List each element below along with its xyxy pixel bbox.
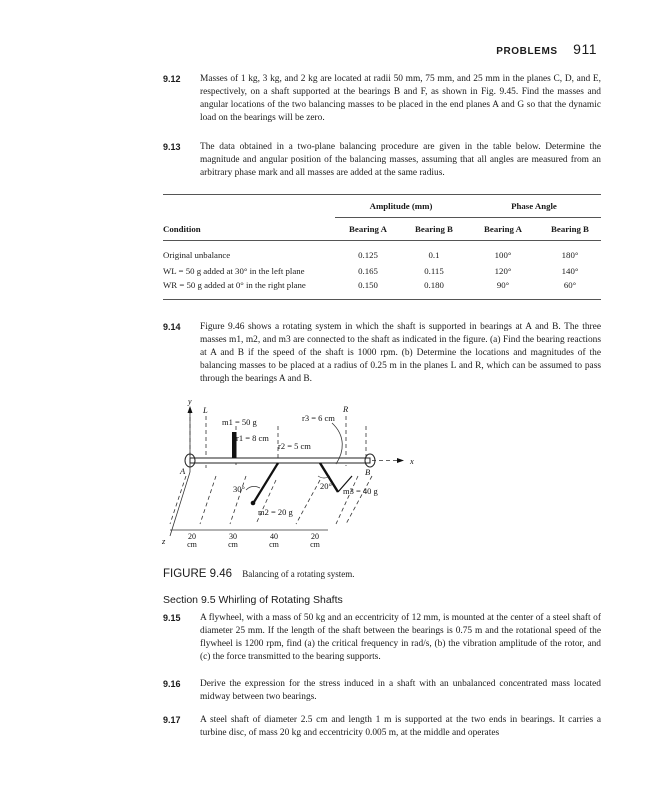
table-row bbox=[163, 263, 601, 279]
problem-9-16 bbox=[163, 678, 601, 704]
figure-label: FIGURE 9.46 bbox=[163, 568, 233, 580]
column-header: Bearing A bbox=[335, 218, 401, 241]
problem-number: 9.13 bbox=[163, 142, 181, 152]
rotating-system-figure bbox=[160, 396, 430, 558]
x-axis-arrow-icon bbox=[397, 458, 404, 463]
problem-9-12 bbox=[163, 73, 601, 125]
problem-9-15 bbox=[163, 612, 601, 664]
bearing-b-label: B bbox=[365, 467, 371, 477]
y-axis-label: y bbox=[188, 397, 192, 406]
spacing-label: 20 cm bbox=[187, 532, 197, 549]
running-head-section: PROBLEMS bbox=[496, 46, 558, 57]
problem-number: 9.16 bbox=[163, 679, 181, 689]
m3-label: m3 = 40 g bbox=[343, 486, 378, 496]
plane-l-label: L bbox=[203, 405, 208, 415]
r2-label: r2 = 5 cm bbox=[278, 441, 311, 451]
table-cell: 0.150 bbox=[335, 279, 401, 300]
problem-text: Masses of 1 kg, 3 kg, and 2 kg are located at radii 50 mm, 75 mm, and 25 mm in the planes C, D, and E, respectively, on a shaft supported at the bearings B and F, as shown in Fig. 9.45. Find the masses and angular locations of the two balancing masses to be placed in the end planes A and G so that the dynamic load on the bearings will be zero. bbox=[200, 74, 601, 123]
bearing-a-label: A bbox=[180, 466, 186, 476]
problem-text: The data obtained in a two-plane balancing procedure are given in the table below. Determine the magnitude and angular position of the balancing masses, assuming that all angles are measured from an arbitrary phase mark and all masses are added at the same radius. bbox=[200, 142, 601, 178]
table-cell: 120° bbox=[494, 266, 512, 276]
table-cell: 0.180 bbox=[401, 279, 467, 300]
figure-caption-text: Balancing of a rotating system. bbox=[242, 569, 355, 579]
column-header: Bearing A bbox=[467, 218, 539, 241]
table-cell: WR = 50 g added at 0° in the right plane bbox=[163, 279, 335, 300]
running-head bbox=[496, 41, 597, 58]
mass-m2-dot bbox=[251, 501, 256, 506]
problem-text: A flywheel, with a mass of 50 kg and an eccentricity of 12 mm, is mounted at the center of a steel shaft of diameter 25 mm. If the length of the shaft between the bearings is 0.75 m and the rotational speed of the flywheel is 1200 rpm, find (a) the critical frequency in rad/s, (b) the vibration amplitude of the rotor, and (c) the force transmitted to the bearing supports. bbox=[200, 613, 601, 662]
problem-number: 9.17 bbox=[163, 715, 181, 725]
phase-group-header: Phase Angle bbox=[467, 195, 601, 218]
problem-number: 9.15 bbox=[163, 613, 181, 623]
problem-9-14 bbox=[163, 321, 601, 386]
r1-label: r1 = 8 cm bbox=[236, 433, 269, 443]
y-axis-arrow-icon bbox=[188, 406, 193, 413]
angle-30-label: 30° bbox=[233, 484, 245, 494]
m2-label: m2 = 20 g bbox=[258, 507, 293, 517]
table-row bbox=[163, 241, 601, 264]
z-axis-label: z bbox=[162, 536, 166, 546]
problem-9-17 bbox=[163, 714, 601, 740]
table-cell: 140° bbox=[561, 266, 579, 276]
column-header: Condition bbox=[163, 218, 335, 241]
problem-number: 9.12 bbox=[163, 74, 181, 84]
table-cell: 0.115 bbox=[424, 266, 444, 276]
table-row bbox=[163, 279, 601, 300]
table-cell: 0.1 bbox=[428, 250, 440, 260]
balancing-data-table bbox=[163, 194, 601, 300]
shaft bbox=[190, 458, 370, 463]
table-cell: Original unbalance bbox=[163, 250, 231, 260]
m1-label: m1 = 50 g bbox=[222, 417, 257, 427]
problem-number: 9.14 bbox=[163, 322, 181, 332]
problem-9-13 bbox=[163, 141, 601, 180]
plane-r-label: R bbox=[343, 404, 349, 414]
table-cell: 0.165 bbox=[358, 266, 378, 276]
mass-m2-rod bbox=[254, 463, 278, 502]
table-cell: 180° bbox=[561, 250, 579, 260]
z-axis bbox=[170, 472, 190, 536]
table-cell: 100° bbox=[494, 250, 512, 260]
x-axis-label: x bbox=[410, 456, 414, 466]
section-title: Section 9.5 Whirling of Rotating Shafts bbox=[163, 594, 343, 606]
problem-text: Figure 9.46 shows a rotating system in which the shaft is supported in bearings at A and B. The three masses m1, m2, and m3 are connected to the shaft as indicated in the figure. (a) Find the bearing reactions at A and B if the speed of the shaft is 1000 rpm. (b) Determine the locations and magnitudes of the balancing masses to be placed at a radius of 0.25 m in the planes L and R, which can be assumed to pass through the bearings A and B. bbox=[200, 322, 601, 384]
problem-text: A steel shaft of diameter 2.5 cm and length 1 m is supported at the two ends in bearings. It carries a turbine disc, of mass 20 kg and eccentricity 0.005 m, at the middle and operates bbox=[200, 715, 601, 738]
amplitude-group-header: Amplitude (mm) bbox=[335, 195, 467, 218]
spacing-label: 30 cm bbox=[228, 532, 238, 549]
page-number: 911 bbox=[573, 41, 597, 57]
table-cell: 0.125 bbox=[358, 250, 378, 260]
spacing-label: 20 cm bbox=[310, 532, 320, 549]
table-cell: 90° bbox=[467, 279, 539, 300]
angle-20-label: 20° bbox=[320, 481, 332, 491]
table-cell: 60° bbox=[539, 279, 601, 300]
column-header: Bearing B bbox=[539, 218, 601, 241]
r3-label: r3 = 6 cm bbox=[302, 413, 335, 423]
problem-text: Derive the expression for the stress induced in a shaft with an unbalanced concentrated mass located midway between two bearings. bbox=[200, 679, 601, 702]
spacing-labels bbox=[187, 532, 321, 549]
spacing-label: 40 cm bbox=[269, 532, 279, 549]
figure-caption bbox=[163, 568, 355, 580]
table-cell: WL = 50 g added at 30° in the left plane bbox=[163, 266, 305, 276]
column-header: Bearing B bbox=[401, 218, 467, 241]
